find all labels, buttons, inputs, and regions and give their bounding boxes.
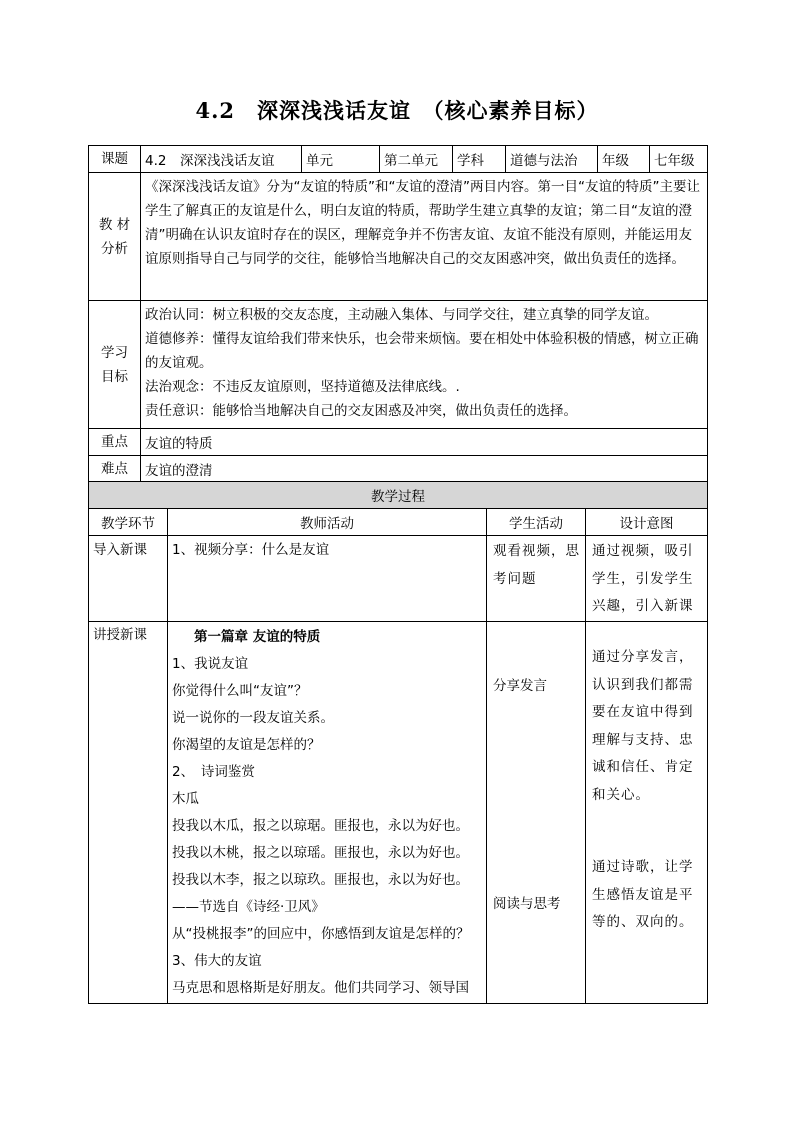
intro-intent: 通过视频，吸引学生，引发学生兴趣，引入新课	[586, 536, 708, 622]
teacher-line: 投我以木瓜，报之以琼琚。匪报也，永以为好也。	[172, 818, 469, 834]
difficulty-row	[89, 456, 708, 483]
column-student: 学生活动	[487, 509, 586, 536]
objective-item: 政治认同：树立积极的交友态度，主动融入集体、与同学交往，建立真挚的同学友谊。	[145, 307, 658, 323]
grade-label: 年级	[598, 146, 650, 173]
teacher-line: 投我以木李，报之以琼玖。匪报也，永以为好也。	[172, 872, 469, 888]
objectives-label-line1: 学习	[101, 344, 128, 361]
process-header: 教学过程	[89, 482, 708, 509]
teacher-line: ——节选自《诗经·卫风》	[172, 899, 325, 915]
teaching-process-table	[88, 481, 708, 1004]
intro-stage: 导入新课	[89, 536, 168, 622]
objective-item: 法治观念：不违反友谊原则，坚持道德及法律底线。.	[145, 379, 460, 395]
student-activity-read: 阅读与思考	[493, 896, 561, 912]
objectives-label	[89, 301, 141, 429]
intent-share: 通过分享发言，认识到我们都需要在友谊中得到理解与支持、忠诚和信任、肯定和关心。	[592, 649, 694, 803]
analysis-text: 《深深浅浅话友谊》分为“友谊的特质”和“友谊的澄清”两目内容。第一目“友谊的特质”主要让学生了解真正的友谊是什么，明白友谊的特质，帮助学生建立真挚的友谊；第二目“友谊的澄清”明确在认识友谊时存在的误区，理解竞争并不伤害友谊、友谊不能没有原则，并能运用友谊原则指导自己与同学的交往，能够恰当地解决自己的交友困惑冲突，做出负责任的选择。	[141, 173, 708, 301]
teacher-line: 1、我说友谊	[172, 656, 249, 672]
process-header-row	[89, 482, 708, 509]
objectives-row	[89, 301, 708, 429]
student-activity-share: 分享发言	[493, 678, 547, 694]
objective-item: 道德修养：懂得友谊给我们带来快乐，也会带来烦恼。要在相处中体验积极的情感，树立正确的友谊观。	[145, 331, 699, 371]
objectives-label-line2: 目标	[101, 368, 128, 385]
subject-label: 学科	[453, 146, 506, 173]
intro-teacher: 1、视频分享：什么是友谊	[168, 536, 487, 622]
course-label: 课题	[89, 146, 141, 173]
analysis-label-line2: 分析	[101, 240, 128, 257]
unit-value: 第二单元	[380, 146, 453, 173]
grade-value: 七年级	[650, 146, 708, 173]
teacher-line: 从“投桃报李”的回应中，你感悟到友谊是怎样的？	[172, 926, 470, 942]
new-stage: 讲授新课	[89, 622, 168, 1004]
column-intent: 设计意图	[586, 509, 708, 536]
page-title: 4.2 深深浅浅话友谊 （核心素养目标）	[195, 98, 599, 123]
difficulty-label: 难点	[89, 456, 141, 483]
teacher-line: 投我以木桃，报之以琼瑶。匪报也，永以为好也。	[172, 845, 469, 861]
key-point-value: 友谊的特质	[141, 429, 708, 456]
info-row	[89, 146, 708, 173]
intent-poem: 通过诗歌，让学生感悟友谊是平等的、双向的。	[592, 859, 694, 930]
teacher-line: 你觉得什么叫“友谊”？	[172, 683, 308, 699]
chapter-heading: 第一篇章 友谊的特质	[194, 629, 321, 645]
new-teacher-activity	[168, 622, 487, 1004]
key-point-label: 重点	[89, 429, 141, 456]
teacher-line: 3、伟大的友谊	[172, 953, 262, 969]
teacher-line: 木瓜	[172, 791, 199, 807]
intro-row	[89, 536, 708, 622]
process-columns-row	[89, 509, 708, 536]
column-teacher: 教师活动	[168, 509, 487, 536]
objective-item: 责任意识：能够恰当地解决自己的交友困惑及冲突，做出负责任的选择。	[145, 403, 577, 419]
course-value: 4.2 深深浅浅话友谊	[141, 146, 302, 173]
subject-value: 道德与法治	[506, 146, 598, 173]
analysis-label	[89, 173, 141, 301]
teacher-line: 2、 诗词鉴赏	[172, 764, 255, 780]
new-student-activity	[487, 622, 586, 1004]
teacher-line: 说一说你的一段友谊关系。	[172, 710, 334, 726]
difficulty-value: 友谊的澄清	[141, 456, 708, 483]
intro-student: 观看视频，思考问题	[487, 536, 586, 622]
teacher-line: 马克思和恩格斯是好朋友。他们共同学习、领导国	[172, 980, 469, 996]
key-point-row	[89, 429, 708, 456]
new-lesson-row	[89, 622, 708, 1004]
analysis-label-line1: 教 材	[98, 216, 131, 233]
analysis-row	[89, 173, 708, 301]
new-design-intent	[586, 622, 708, 1004]
unit-label: 单元	[302, 146, 380, 173]
lesson-info-table	[88, 145, 708, 483]
objectives-list	[141, 301, 708, 429]
teacher-line: 你渴望的友谊是怎样的？	[172, 737, 321, 753]
column-stage: 教学环节	[89, 509, 168, 536]
